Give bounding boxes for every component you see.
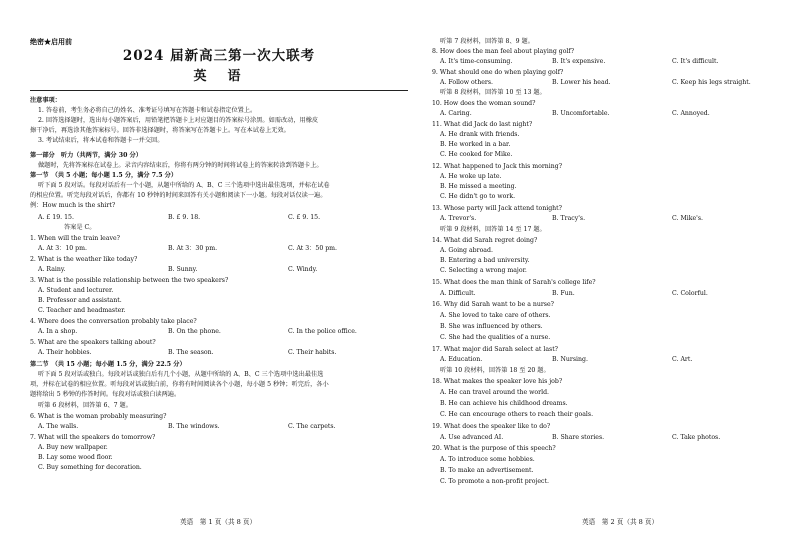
option-c: C. Selecting a wrong major.: [440, 267, 527, 274]
section2-intro: 项，并标在试卷的相应位置。听每段对话或独白前，你将有时间阅读各个小题，每小题 5 秒钟；听完后，各小: [30, 381, 329, 388]
question: 3. What is the possible relationship between the two speakers?: [30, 277, 229, 284]
option-c: C. Their habits.: [288, 349, 337, 356]
option-b: B. At 3：30 pm.: [168, 245, 218, 252]
question: 20. What is the purpose of this speech?: [432, 445, 556, 452]
option-a: A. He drank with friends.: [440, 131, 520, 138]
option-c: C. Take photos.: [672, 434, 721, 441]
page-footer: 英语 第 1 页（共 8 页）: [180, 518, 257, 526]
option-a: A. Going abroad.: [440, 247, 493, 254]
question: 2. What is the weather like today?: [30, 256, 138, 263]
option-b: B. He missed a meeting.: [440, 183, 517, 190]
option-b: B. Fun.: [552, 290, 575, 297]
option-b: B. Lower his head.: [552, 79, 611, 86]
section1-title: 第一节 （共 5 小题；每小题 1.5 分，满分 7.5 分）: [30, 172, 178, 179]
option-c: C. He cooked for Mike.: [440, 151, 513, 158]
option-a: A. To introduce some hobbies.: [440, 456, 535, 463]
option-c: C. Mike's.: [672, 215, 704, 222]
notice-line: 2. 回答选择题时，选出每小题答案后，用铅笔把答题卡上对应题目的答案标号涂黑。如需改动，用橡皮: [38, 117, 319, 124]
question: 4. Where does the conversation probably take place?: [30, 318, 197, 325]
notice-line: 1. 答卷前，考生务必将自己的姓名、准考证号填写在答题卡和试卷指定位置上。: [38, 107, 257, 114]
listening-material-7: 听第 7 段材料，回答第 8、9 题。: [440, 38, 534, 45]
question: 14. What did Sarah regret doing?: [432, 237, 538, 244]
option-b: B. £ 9. 18.: [168, 214, 201, 221]
option-a: A. Buy new wallpaper.: [38, 444, 108, 451]
question: 10. How does the woman sound?: [432, 100, 536, 107]
option-a: A. Student and lecturer.: [38, 287, 114, 294]
option-b: B. To make an advertisement.: [440, 467, 534, 474]
listening-material-9: 听第 9 段材料，回答第 14 至 17 题。: [440, 226, 546, 233]
option-a: A. Education.: [440, 356, 483, 363]
option-a: A. At 3：10 pm.: [38, 245, 87, 252]
option-c: C. It's difficult.: [672, 58, 719, 65]
section2-intro: 听下面 5 段对话或独白。每段对话或独白后有几个小题，从题中所给的 A、B、C 三个选项中选出最佳选: [38, 371, 324, 378]
option-a: A. The walls.: [38, 423, 79, 430]
option-b: B. Tracy's.: [552, 215, 586, 222]
notice-line: 3. 考试结束后，将本试卷和答题卡一并交回。: [38, 137, 164, 144]
option-c: C. Colorful.: [672, 290, 708, 297]
option-a: A. Caring.: [440, 110, 472, 117]
exam-title: 2024 届新高三第一次大联考: [122, 48, 316, 64]
question: 1. When will the train leave?: [30, 235, 120, 242]
option-c: C. She had the qualities of a nurse.: [440, 334, 551, 341]
section2-title: 第二节 （共 15 小题；每小题 1.5 分，满分 22.5 分）: [30, 361, 186, 368]
option-b: B. The windows.: [168, 423, 220, 430]
option-c: C. To promote a non-profit project.: [440, 478, 549, 485]
option-b: B. She was influenced by others.: [440, 323, 543, 330]
option-b: B. He worked in a bar.: [440, 141, 511, 148]
exam-page-1: [30, 0, 408, 554]
option-a: A. Difficult.: [440, 290, 476, 297]
option-a: A. In a shop.: [38, 328, 78, 335]
option-b: B. It's expensive.: [552, 58, 606, 65]
option-b: B. Uncomfortable.: [552, 110, 610, 117]
listening-material-10: 听第 10 段材料，回答第 18 至 20 题。: [440, 367, 550, 374]
part1-intro: 做题时，先将答案标在试卷上。录音内容结束后，你将有两分钟的时间将试卷上的答案转涂到答题卡上。: [38, 162, 323, 169]
option-b: B. Professor and assistant.: [38, 297, 122, 304]
option-b: B. Entering a bad university.: [440, 257, 530, 264]
question: 13. Whose party will Jack attend tonight?: [432, 205, 562, 212]
question: 18. What makes the speaker love his job?: [432, 378, 563, 385]
notice-title: 注意事项：: [30, 97, 61, 104]
option-c: C. Teacher and headmaster.: [38, 307, 126, 314]
option-a: A. It's time-consuming.: [440, 58, 513, 65]
question: 11. What did Jack do last night?: [432, 121, 533, 128]
section1-intro: 的相应位置。听完每段对话后，你都有 10 秒钟的时间来回答有关小题和阅读下一小题。每段对话仅读一遍。: [30, 192, 327, 199]
option-c: C. Art.: [672, 356, 693, 363]
option-b: B. Lay some wood floor.: [38, 454, 113, 461]
example-question: 例：How much is the shirt?: [30, 202, 116, 209]
option-a: A. Trevor's.: [440, 215, 477, 222]
option-a: A. He can travel around the world.: [440, 389, 550, 396]
section1-intro: 听下面 5 段对话。每段对话后有一个小题，从题中所给的 A、B、C 三个选项中选出最佳选项，并标在试卷: [38, 182, 330, 189]
option-c: C. In the police office.: [288, 328, 357, 335]
option-a: A. Follow others.: [440, 79, 493, 86]
part1-title: 第一部分 听力（共两节，满分 30 分）: [30, 152, 142, 159]
subject-title: 英 语: [193, 69, 245, 84]
option-a: A. Use advanced AI.: [440, 434, 504, 441]
section2-intro: 题将给出 5 秒钟的作答时间。每段对话或独白读两遍。: [30, 391, 181, 398]
option-c: C. The carpets.: [288, 423, 336, 430]
exam-page-2: [432, 0, 792, 554]
question: 16. Why did Sarah want to be a nurse?: [432, 301, 554, 308]
option-c: C. At 3：50 pm.: [288, 245, 338, 252]
example-answer: 答案是 C。: [64, 224, 96, 231]
question: 12. What happened to Jack this morning?: [432, 163, 563, 170]
question: 7. What will the speakers do tomorrow?: [30, 434, 156, 441]
option-a: A. He woke up late.: [440, 173, 502, 180]
option-c: C. He can encourage others to reach their goals.: [440, 411, 594, 418]
option-a: A. She loved to take care of others.: [440, 312, 551, 319]
option-a: A. £ 19. 15.: [38, 214, 74, 221]
question: 9. What should one do when playing golf?: [432, 69, 564, 76]
listening-material-8: 听第 8 段材料，回答第 10 至 13 题。: [440, 89, 546, 96]
option-c: C. He didn't go to work.: [440, 193, 516, 200]
option-c: C. Buy something for decoration.: [38, 464, 142, 471]
page-footer: 英语 第 2 页（共 8 页）: [582, 518, 659, 526]
option-c: C. £ 9. 15.: [288, 214, 321, 221]
question: 15. What does the man think of Sarah's college life?: [432, 279, 596, 286]
option-c: C. Windy.: [288, 266, 318, 273]
question: 17. What major did Sarah select at last?: [432, 346, 558, 353]
question: 5. What are the speakers talking about?: [30, 339, 156, 346]
notice-line: 擦干净后，再选涂其他答案标号。回答非选择题时，将答案写在答题卡上。写在本试卷上无效。: [30, 127, 290, 134]
option-b: B. The season.: [168, 349, 214, 356]
option-c: C. Keep his legs straight.: [672, 79, 751, 86]
option-b: B. Nursing.: [552, 356, 588, 363]
option-b: B. On the phone.: [168, 328, 221, 335]
header-divider: [30, 90, 408, 91]
confidential-label: 绝密★启用前: [30, 37, 72, 46]
listening-material-6: 听第 6 段材料，回答第 6、7 题。: [38, 402, 132, 409]
question: 8. How does the man feel about playing golf?: [432, 48, 575, 55]
option-b: B. Sunny.: [168, 266, 198, 273]
option-a: A. Rainy.: [38, 266, 66, 273]
option-b: B. He can achieve his childhood dreams.: [440, 400, 568, 407]
option-a: A. Their hobbies.: [38, 349, 92, 356]
question: 19. What does the speaker like to do?: [432, 423, 551, 430]
question: 6. What is the woman probably measuring?: [30, 413, 167, 420]
option-b: B. Share stories.: [552, 434, 605, 441]
option-c: C. Annoyed.: [672, 110, 710, 117]
